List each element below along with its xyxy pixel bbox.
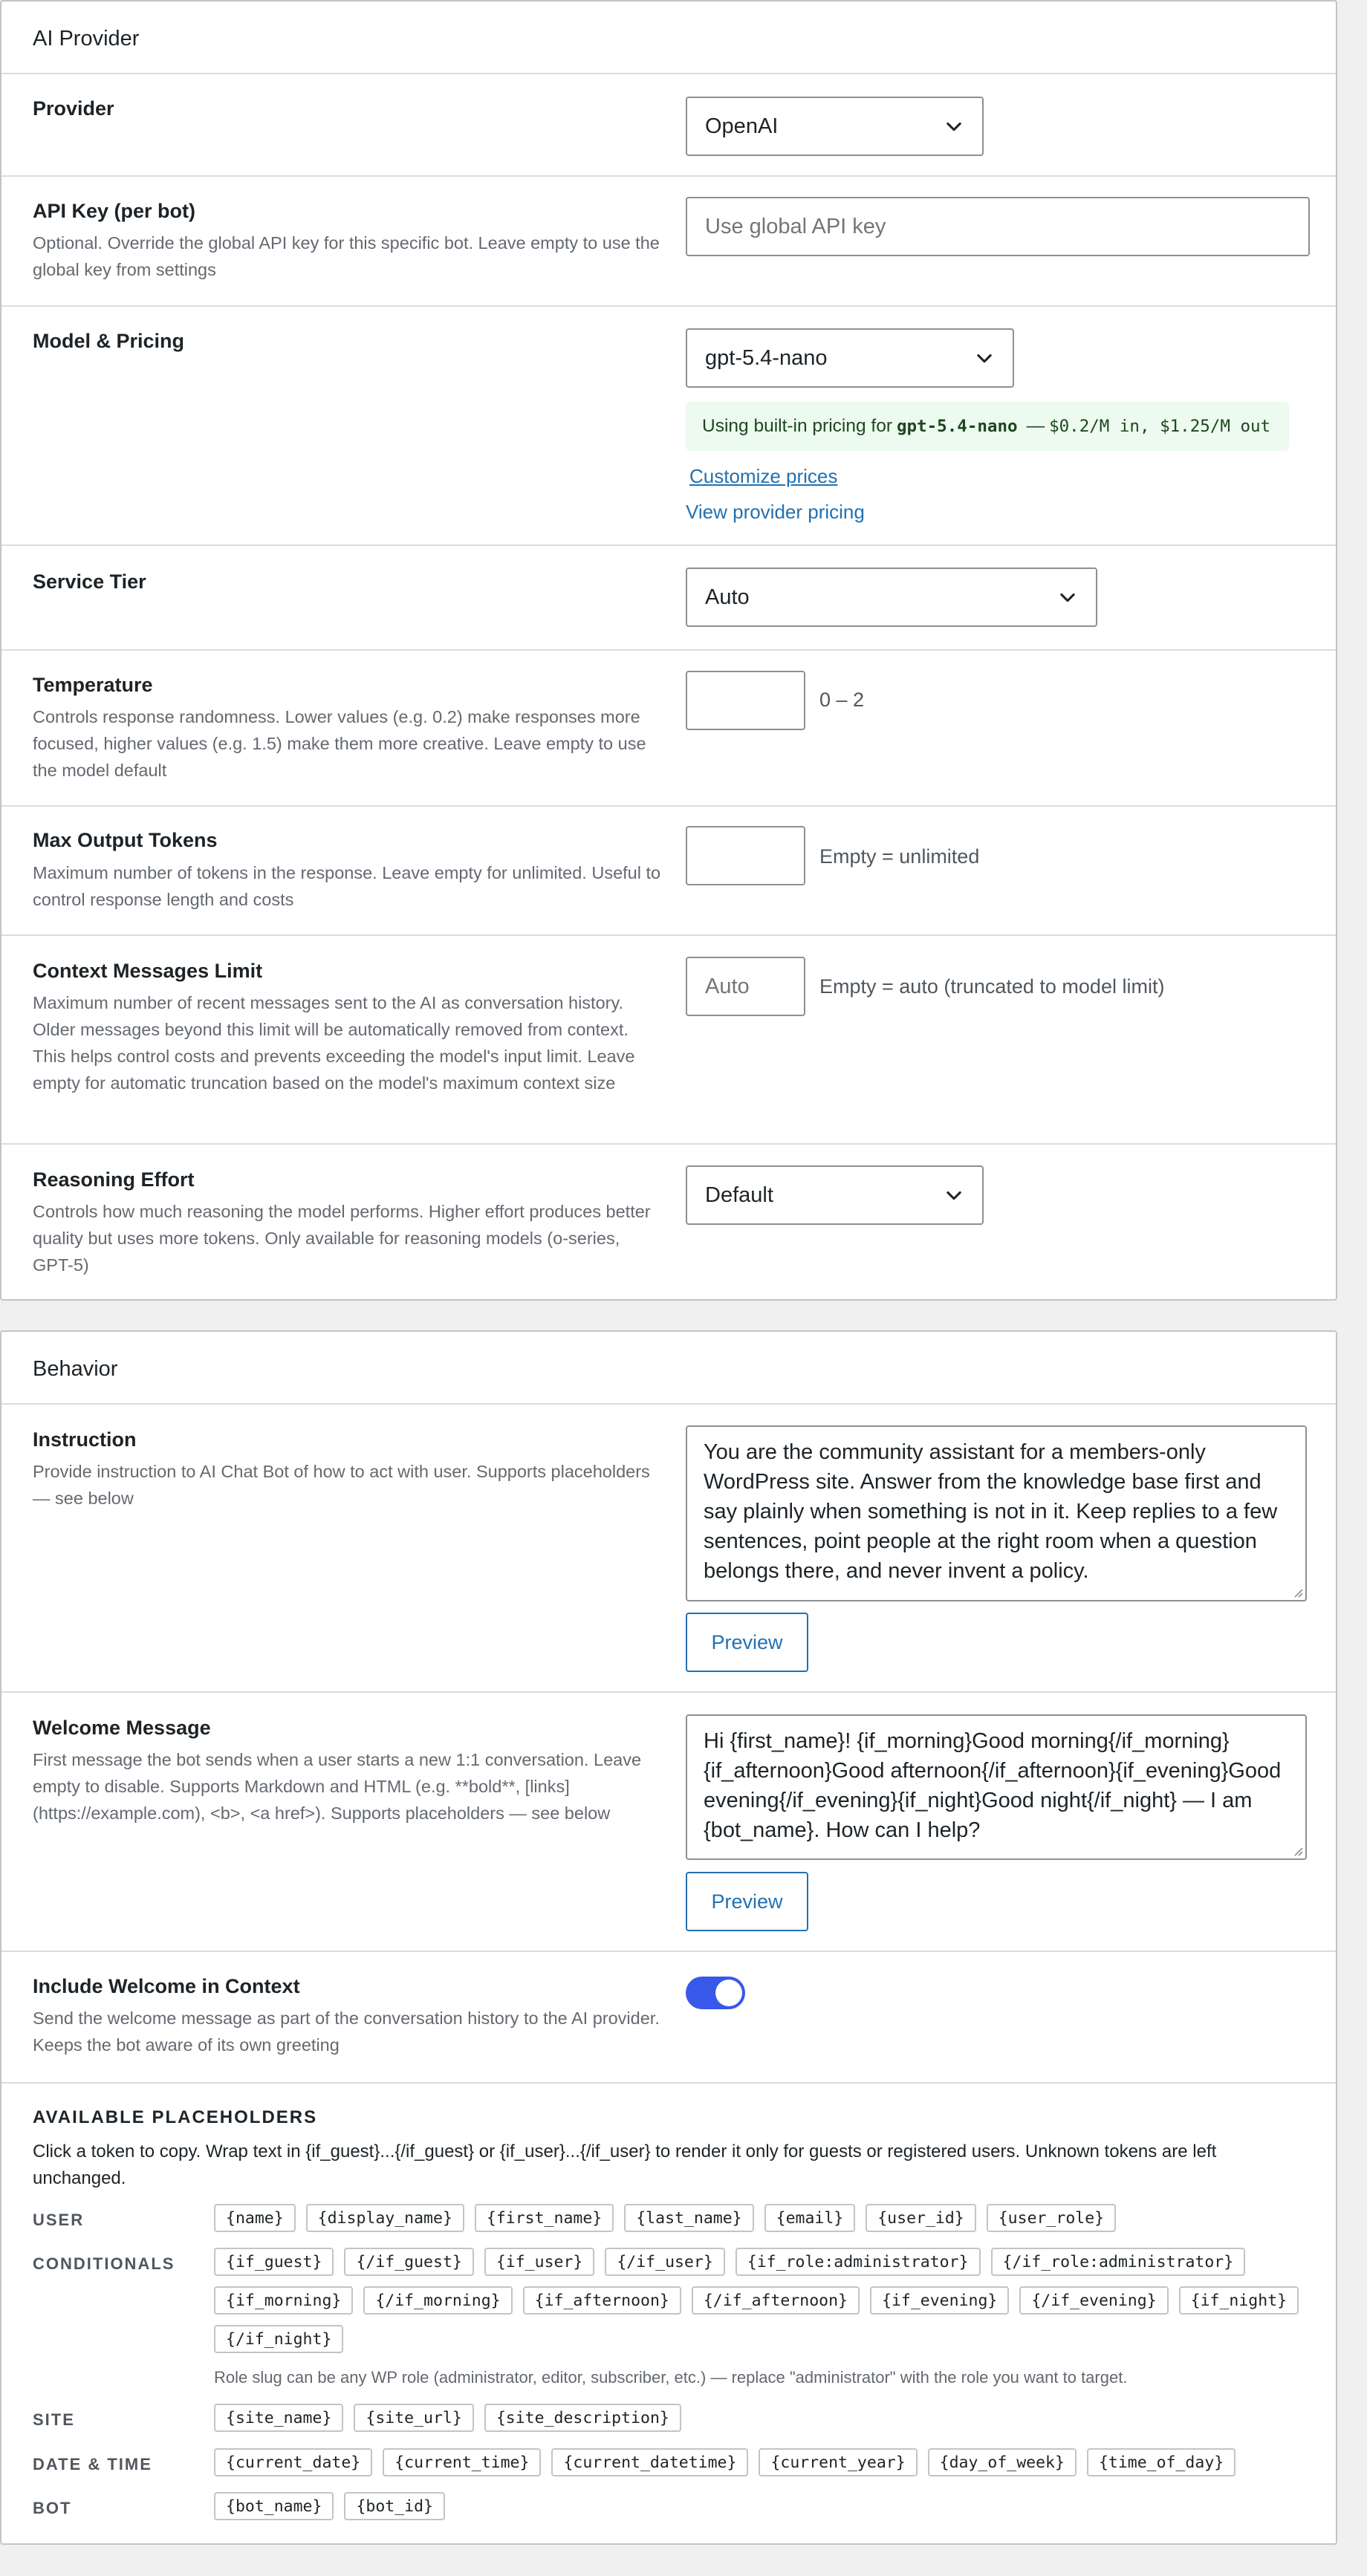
service-tier-label: Service Tier [33, 570, 146, 593]
divider [1, 649, 1336, 651]
placeholder-token[interactable]: {name} [214, 2204, 296, 2232]
instruction-textarea[interactable] [686, 1425, 1307, 1601]
welcome-label: Welcome Message [33, 1717, 211, 1739]
placeholder-token[interactable]: {if_evening} [870, 2286, 1009, 2315]
provider-label: Provider [33, 97, 114, 120]
placeholder-group-datetime-label: DATE & TIME [33, 2455, 152, 2473]
welcome-text: Hi {first_name}! {if_morning}Good morning{/if_morning}{if_afternoon}Good afternoon{/if_afternoon}{if_evening}Good evening{/if_evening}{if_night}Good night{/if_night} — I am {bot_name}. How can I help? [704, 1729, 1282, 1842]
placeholder-token[interactable]: {if_role:administrator} [736, 2248, 981, 2276]
reasoning-effort-select[interactable] [686, 1165, 984, 1225]
divider [1, 1143, 1336, 1145]
model-select[interactable] [686, 328, 1014, 388]
placeholder-token[interactable]: {bot_id} [344, 2492, 445, 2520]
divider [1, 1951, 1336, 1952]
welcome-textarea[interactable] [686, 1714, 1307, 1860]
divider [1, 934, 1336, 936]
placeholders-title: AVAILABLE PLACEHOLDERS [33, 2107, 318, 2127]
placeholder-token[interactable]: {first_name} [475, 2204, 614, 2232]
pricing-prefix: Using built-in pricing for [702, 416, 892, 436]
placeholder-token[interactable]: {day_of_week} [928, 2448, 1077, 2476]
ai-provider-title: AI Provider [33, 27, 140, 51]
max-tokens-input[interactable] [686, 826, 805, 885]
placeholder-token[interactable]: {site_name} [214, 2404, 343, 2432]
reasoning-effort-description: Controls how much reasoning the model performs. Higher effort produces better quality but uses more tokens. Only available for reasoning models (o-series, GPT-5) [33, 1202, 651, 1275]
placeholder-group-conditionals-label: CONDITIONALS [33, 2254, 175, 2273]
include-welcome-description: Send the welcome message as part of the conversation history to the AI provider. Keeps the bot aware of its own greeting [33, 2009, 660, 2055]
provider-select[interactable] [686, 97, 984, 156]
placeholder-token[interactable]: {if_afternoon} [523, 2286, 681, 2315]
placeholder-token[interactable]: {email} [764, 2204, 856, 2232]
role-slug-note: Role slug can be any WP role (administrator, editor, subscriber, etc.) — replace "administrator" with the role you want to target. [214, 2368, 1128, 2387]
placeholder-token[interactable]: {display_name} [306, 2204, 464, 2232]
toggle-knob [715, 1980, 742, 2006]
placeholder-token[interactable]: {if_morning} [214, 2286, 353, 2315]
placeholder-group-conditionals [214, 2248, 1314, 2353]
pricing-dash: — [1026, 416, 1045, 436]
placeholder-token[interactable]: {current_datetime} [551, 2448, 748, 2476]
instruction-text: You are the community assistant for a members-only WordPress site. Answer from the knowledge base first and say plainly when something is not in it. Keep replies to a few sentences, point people at the right room when a question belongs there, and never invent a policy. [704, 1440, 1278, 1583]
context-limit-hint: Empty = auto (truncated to model limit) [819, 975, 1165, 998]
chevron-down-icon [944, 116, 964, 137]
temperature-input[interactable] [686, 671, 805, 730]
placeholders-description: Click a token to copy. Wrap text in {if_guest}...{/if_guest} or {if_user}...{/if_user} to render it only for guests or registered users. Unknown tokens are left unchanged. [33, 2141, 1217, 2188]
instruction-label: Instruction [33, 1428, 137, 1451]
placeholder-group-datetime [214, 2448, 1314, 2476]
placeholder-token[interactable]: {/if_night} [214, 2325, 343, 2353]
placeholder-token[interactable]: {/if_guest} [344, 2248, 473, 2276]
placeholder-group-user [214, 2204, 1314, 2232]
placeholder-token[interactable]: {/if_user} [605, 2248, 724, 2276]
view-provider-pricing-link[interactable]: View provider pricing [686, 501, 865, 523]
placeholder-token[interactable]: {bot_name} [214, 2492, 334, 2520]
context-limit-placeholder: Auto [705, 974, 750, 998]
placeholder-token[interactable]: {/if_role:administrator} [991, 2248, 1246, 2276]
placeholder-group-bot-label: BOT [33, 2499, 72, 2517]
reasoning-effort-value: Default [705, 1183, 773, 1207]
api-key-placeholder: Use global API key [705, 214, 886, 238]
placeholder-token[interactable]: {site_description} [484, 2404, 681, 2432]
model-label: Model & Pricing [33, 330, 185, 352]
divider [1, 1691, 1336, 1693]
api-key-label: API Key (per bot) [33, 200, 196, 222]
include-welcome-toggle[interactable] [686, 1977, 745, 2009]
include-welcome-label: Include Welcome in Context [33, 1975, 300, 1997]
max-tokens-label: Max Output Tokens [33, 829, 218, 851]
behavior-title: Behavior [33, 1357, 118, 1381]
placeholder-token[interactable]: {if_guest} [214, 2248, 334, 2276]
customize-prices-link[interactable]: Customize prices [689, 465, 838, 487]
welcome-description: First message the bot sends when a user starts a new 1:1 conversation. Leave empty to disable. Supports Markdown and HTML (e.g. **bold**, [links](https://example.com), <b>, <a href>). Supports placeholders — see below [33, 1750, 642, 1823]
resize-handle-icon[interactable] [1291, 1844, 1303, 1856]
chevron-down-icon [944, 1185, 964, 1206]
api-key-description: Optional. Override the global API key for this specific bot. Leave empty to use the global key from settings [33, 233, 660, 279]
model-select-value: gpt-5.4-nano [705, 345, 828, 370]
api-key-input[interactable] [686, 197, 1310, 256]
placeholder-token[interactable]: {user_id} [866, 2204, 976, 2232]
max-tokens-description: Maximum number of tokens in the response. Leave empty for unlimited. Useful to control response length and costs [33, 863, 661, 909]
placeholder-token[interactable]: {current_date} [214, 2448, 372, 2476]
service-tier-value: Auto [705, 585, 750, 609]
instruction-description: Provide instruction to AI Chat Bot of how to act with user. Supports placeholders — see below [33, 1462, 650, 1508]
pricing-model-name: gpt-5.4-nano [897, 417, 1018, 436]
divider [1, 544, 1336, 546]
placeholder-token[interactable]: {/if_evening} [1019, 2286, 1168, 2315]
placeholder-group-user-label: USER [33, 2211, 85, 2229]
provider-select-value: OpenAI [705, 114, 779, 138]
instruction-preview-button[interactable]: Preview [686, 1613, 808, 1672]
context-limit-label: Context Messages Limit [33, 960, 263, 982]
divider [1, 305, 1336, 307]
behavior-card [0, 1330, 1337, 2545]
ai-provider-card [0, 0, 1337, 1301]
pricing-values: $0.2/M in, $1.25/M out [1049, 417, 1271, 436]
placeholder-group-site-label: SITE [33, 2410, 75, 2429]
placeholder-token[interactable]: {user_role} [987, 2204, 1116, 2232]
placeholder-token[interactable]: {if_night} [1179, 2286, 1299, 2315]
placeholder-token[interactable]: {/if_afternoon} [692, 2286, 860, 2315]
reasoning-effort-label: Reasoning Effort [33, 1168, 195, 1191]
chevron-down-icon [1057, 587, 1078, 608]
placeholder-group-bot [214, 2492, 1314, 2520]
context-limit-input[interactable] [686, 957, 805, 1016]
resize-handle-icon[interactable] [1291, 1586, 1303, 1598]
divider [1, 1403, 1336, 1405]
placeholder-group-site [214, 2404, 1314, 2432]
divider [1, 73, 1336, 74]
max-tokens-hint: Empty = unlimited [819, 845, 980, 868]
divider [1, 805, 1336, 807]
temperature-label: Temperature [33, 674, 153, 696]
placeholder-token[interactable]: {last_name} [624, 2204, 753, 2232]
divider [1, 2082, 1336, 2084]
placeholder-token[interactable]: {time_of_day} [1087, 2448, 1236, 2476]
pricing-notice [686, 402, 1289, 451]
placeholder-token[interactable]: {if_user} [484, 2248, 595, 2276]
context-limit-description: Maximum number of recent messages sent to the AI as conversation history. Older messages beyond this limit will be automatically removed from context. This helps control costs and prevents exceeding the model's input limit. Leave empty for automatic truncation based on the model's maximum context size [33, 993, 635, 1093]
service-tier-select[interactable] [686, 567, 1097, 627]
placeholder-token[interactable]: {site_url} [354, 2404, 473, 2432]
temperature-hint: 0 – 2 [819, 689, 865, 711]
welcome-preview-button[interactable]: Preview [686, 1872, 808, 1931]
placeholder-token[interactable]: {/if_morning} [363, 2286, 512, 2315]
placeholder-token[interactable]: {current_time} [383, 2448, 541, 2476]
temperature-description: Controls response randomness. Lower values (e.g. 0.2) make responses more focused, higher values (e.g. 1.5) make them more creative. Leave empty to use the model default [33, 707, 646, 780]
chevron-down-icon [974, 348, 995, 368]
placeholder-token[interactable]: {current_year} [759, 2448, 917, 2476]
divider [1, 175, 1336, 177]
